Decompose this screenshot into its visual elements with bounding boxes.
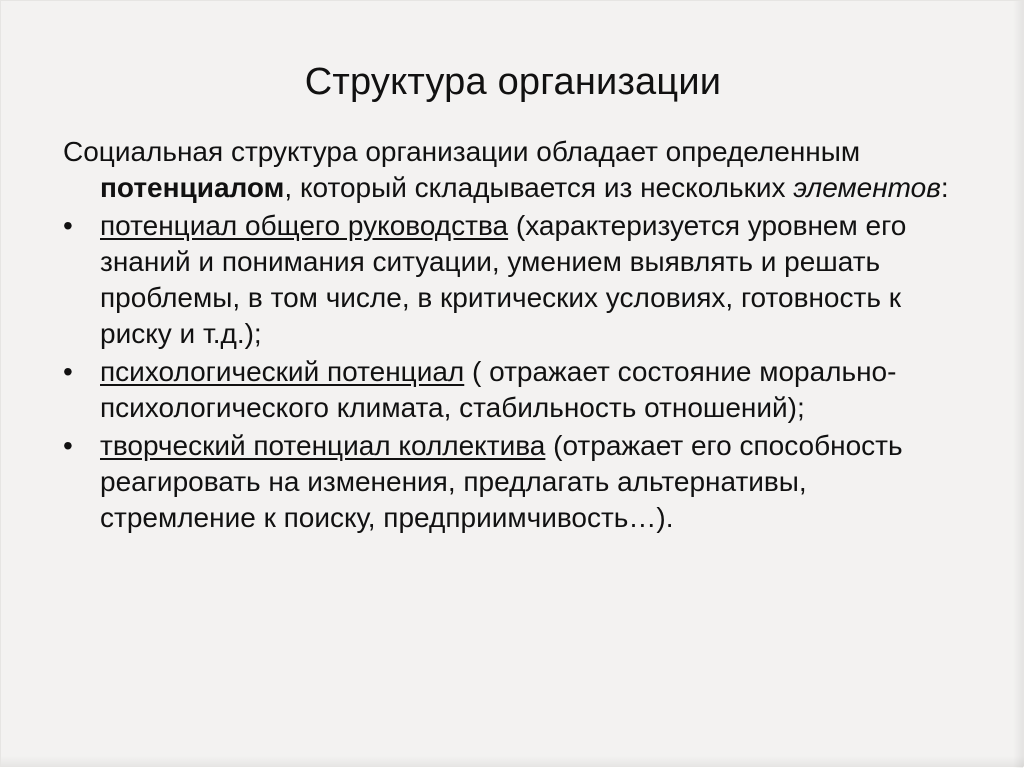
bullet-marker: •: [63, 430, 73, 461]
slide-shadow-bottom: [1, 756, 1024, 766]
intro-text-part2: , который складывается из нескольких: [284, 172, 794, 203]
bullet-underlined-term: творческий потенциал коллектива: [100, 430, 546, 461]
intro-text-part1: Социальная структура организации обладает определенным: [63, 136, 861, 167]
intro-italic-term: элементов: [793, 172, 941, 203]
intro-paragraph: [63, 134, 963, 206]
slide-content: [63, 134, 963, 538]
bullet-item-creative: [63, 428, 963, 536]
intro-text-part3: :: [940, 172, 949, 203]
slide-shadow-right: [1013, 1, 1023, 768]
bullet-underlined-term: потенциал общего руководства: [100, 210, 509, 241]
bullet-description: ( отражает состояние морально-психологического климата, стабильность отношений);: [100, 356, 897, 423]
bullet-description: (характеризуется уровнем его знаний и понимания ситуации, умением выявлять и решать проблемы, в том числе, в критических условиях, готовность к риску и т.д.);: [100, 210, 907, 349]
bullet-item-general-management: [63, 208, 963, 352]
bullet-description: (отражает его способность реагировать на изменения, предлагать альтернативы, стремление к поиску, предприимчивость…).: [100, 430, 903, 533]
slide-title: Структура организации: [304, 61, 722, 103]
intro-bold-term: потенциалом: [100, 172, 285, 203]
bullet-item-psychological: [63, 354, 963, 426]
bullet-marker: •: [63, 210, 73, 241]
bullet-marker: •: [63, 356, 73, 387]
bullet-list: [63, 208, 963, 536]
bullet-underlined-term: психологический потенциал: [100, 356, 465, 387]
